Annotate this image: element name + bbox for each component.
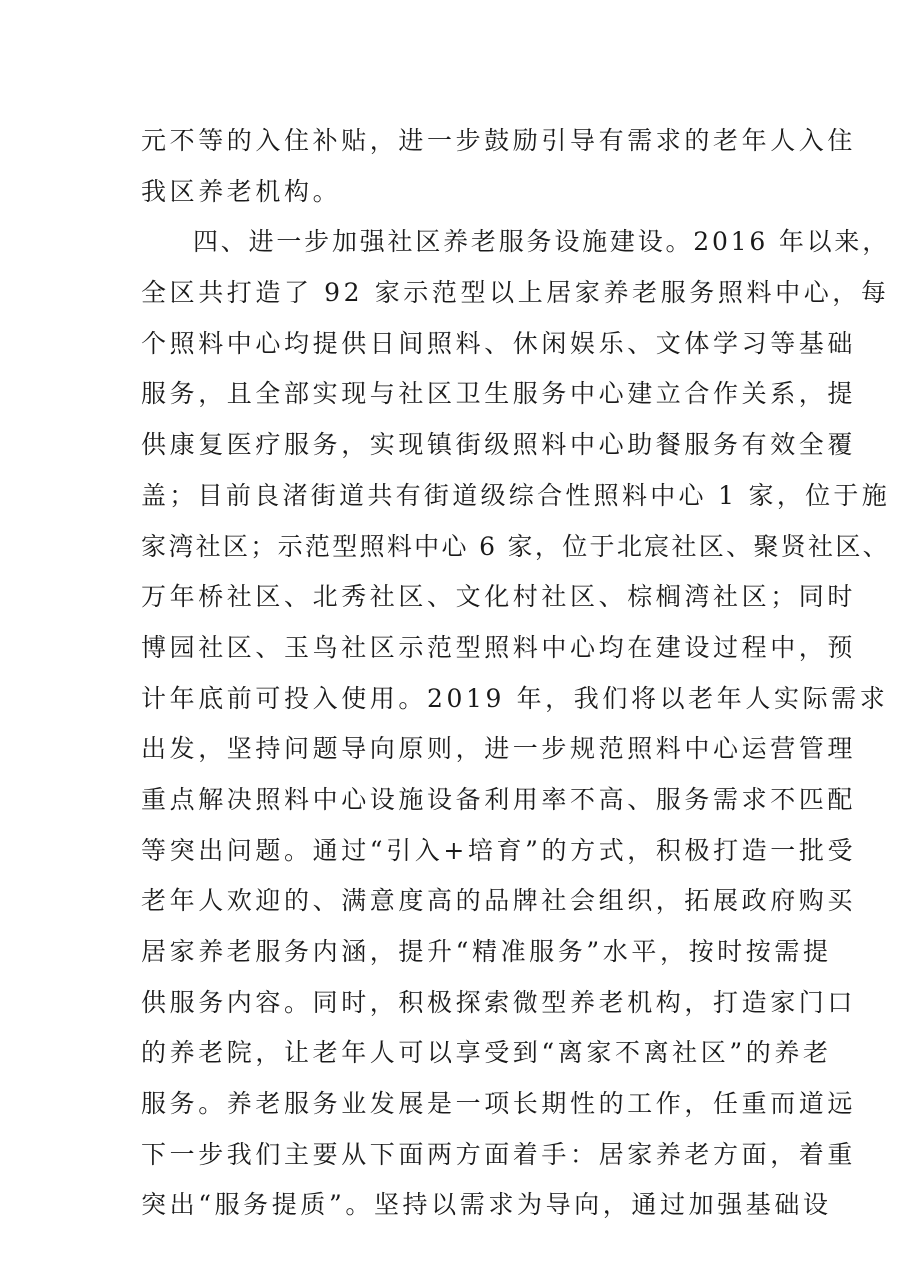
document-body [141,116,890,1231]
text-line: 居家养老服务内涵，提升“精准服务”水平，按时按需提 [141,937,832,966]
text-line: 我区养老机构。 [141,176,342,206]
text-line: 盖；目前良渚街道共有街道级综合性照料中心 1 家，位于施 [141,480,890,510]
text-line: 家湾社区；示范型照料中心 6 家，位于北宸社区、聚贤社区、 [141,531,890,561]
text-line: 突出“服务提质”。坚持以需求为导向，通过加强基础设 [141,1190,832,1220]
text-line: 出发，坚持问题导向原则，进一步规范照料中心运营管理 [141,734,857,764]
text-line: 的养老院，让老年人可以享受到“离家不离社区”的养老 [141,1038,832,1068]
text-line: 下一步我们主要从下面两方面着手：居家养老方面，着重 [141,1139,857,1169]
text-line: 元不等的入住补贴，进一步鼓励引导有需求的老年人入住 [141,126,857,155]
text-line: 供康复医疗服务，实现镇街级照料中心助餐服务有效全覆 [141,430,857,460]
text-line: 服务。养老服务业发展是一项长期性的工作，任重而道远 [141,1089,857,1119]
text-line: 计年底前可投入使用。2019 年，我们将以老年人实际需求 [141,683,889,713]
text-line: 老年人欢迎的、满意度高的品牌社会组织，拓展政府购买 [141,886,857,916]
text-line: 博园社区、玉鸟社区示范型照料中心均在建设过程中，预 [141,632,857,662]
text-line: 等突出问题。通过“引入+培育”的方式，积极打造一批受 [141,835,857,865]
text-line: 个照料中心均提供日间照料、休闲娱乐、文体学习等基础 [141,328,857,358]
text-line: 供服务内容。同时，积极探索微型养老机构，打造家门口 [141,987,857,1017]
text-line: 服务，且全部实现与社区卫生服务中心建立合作关系，提 [141,379,857,409]
section-heading-line: 四、进一步加强社区养老服务设施建设。2016 年以来， [193,227,890,257]
text-line: 重点解决照料中心设施设备利用率不高、服务需求不匹配 [141,784,857,814]
text-line: 全区共打造了 92 家示范型以上居家养老服务照料中心，每 [141,278,890,308]
text-line: 万年桥社区、北秀社区、文化村社区、棕榈湾社区；同时 [141,582,857,612]
